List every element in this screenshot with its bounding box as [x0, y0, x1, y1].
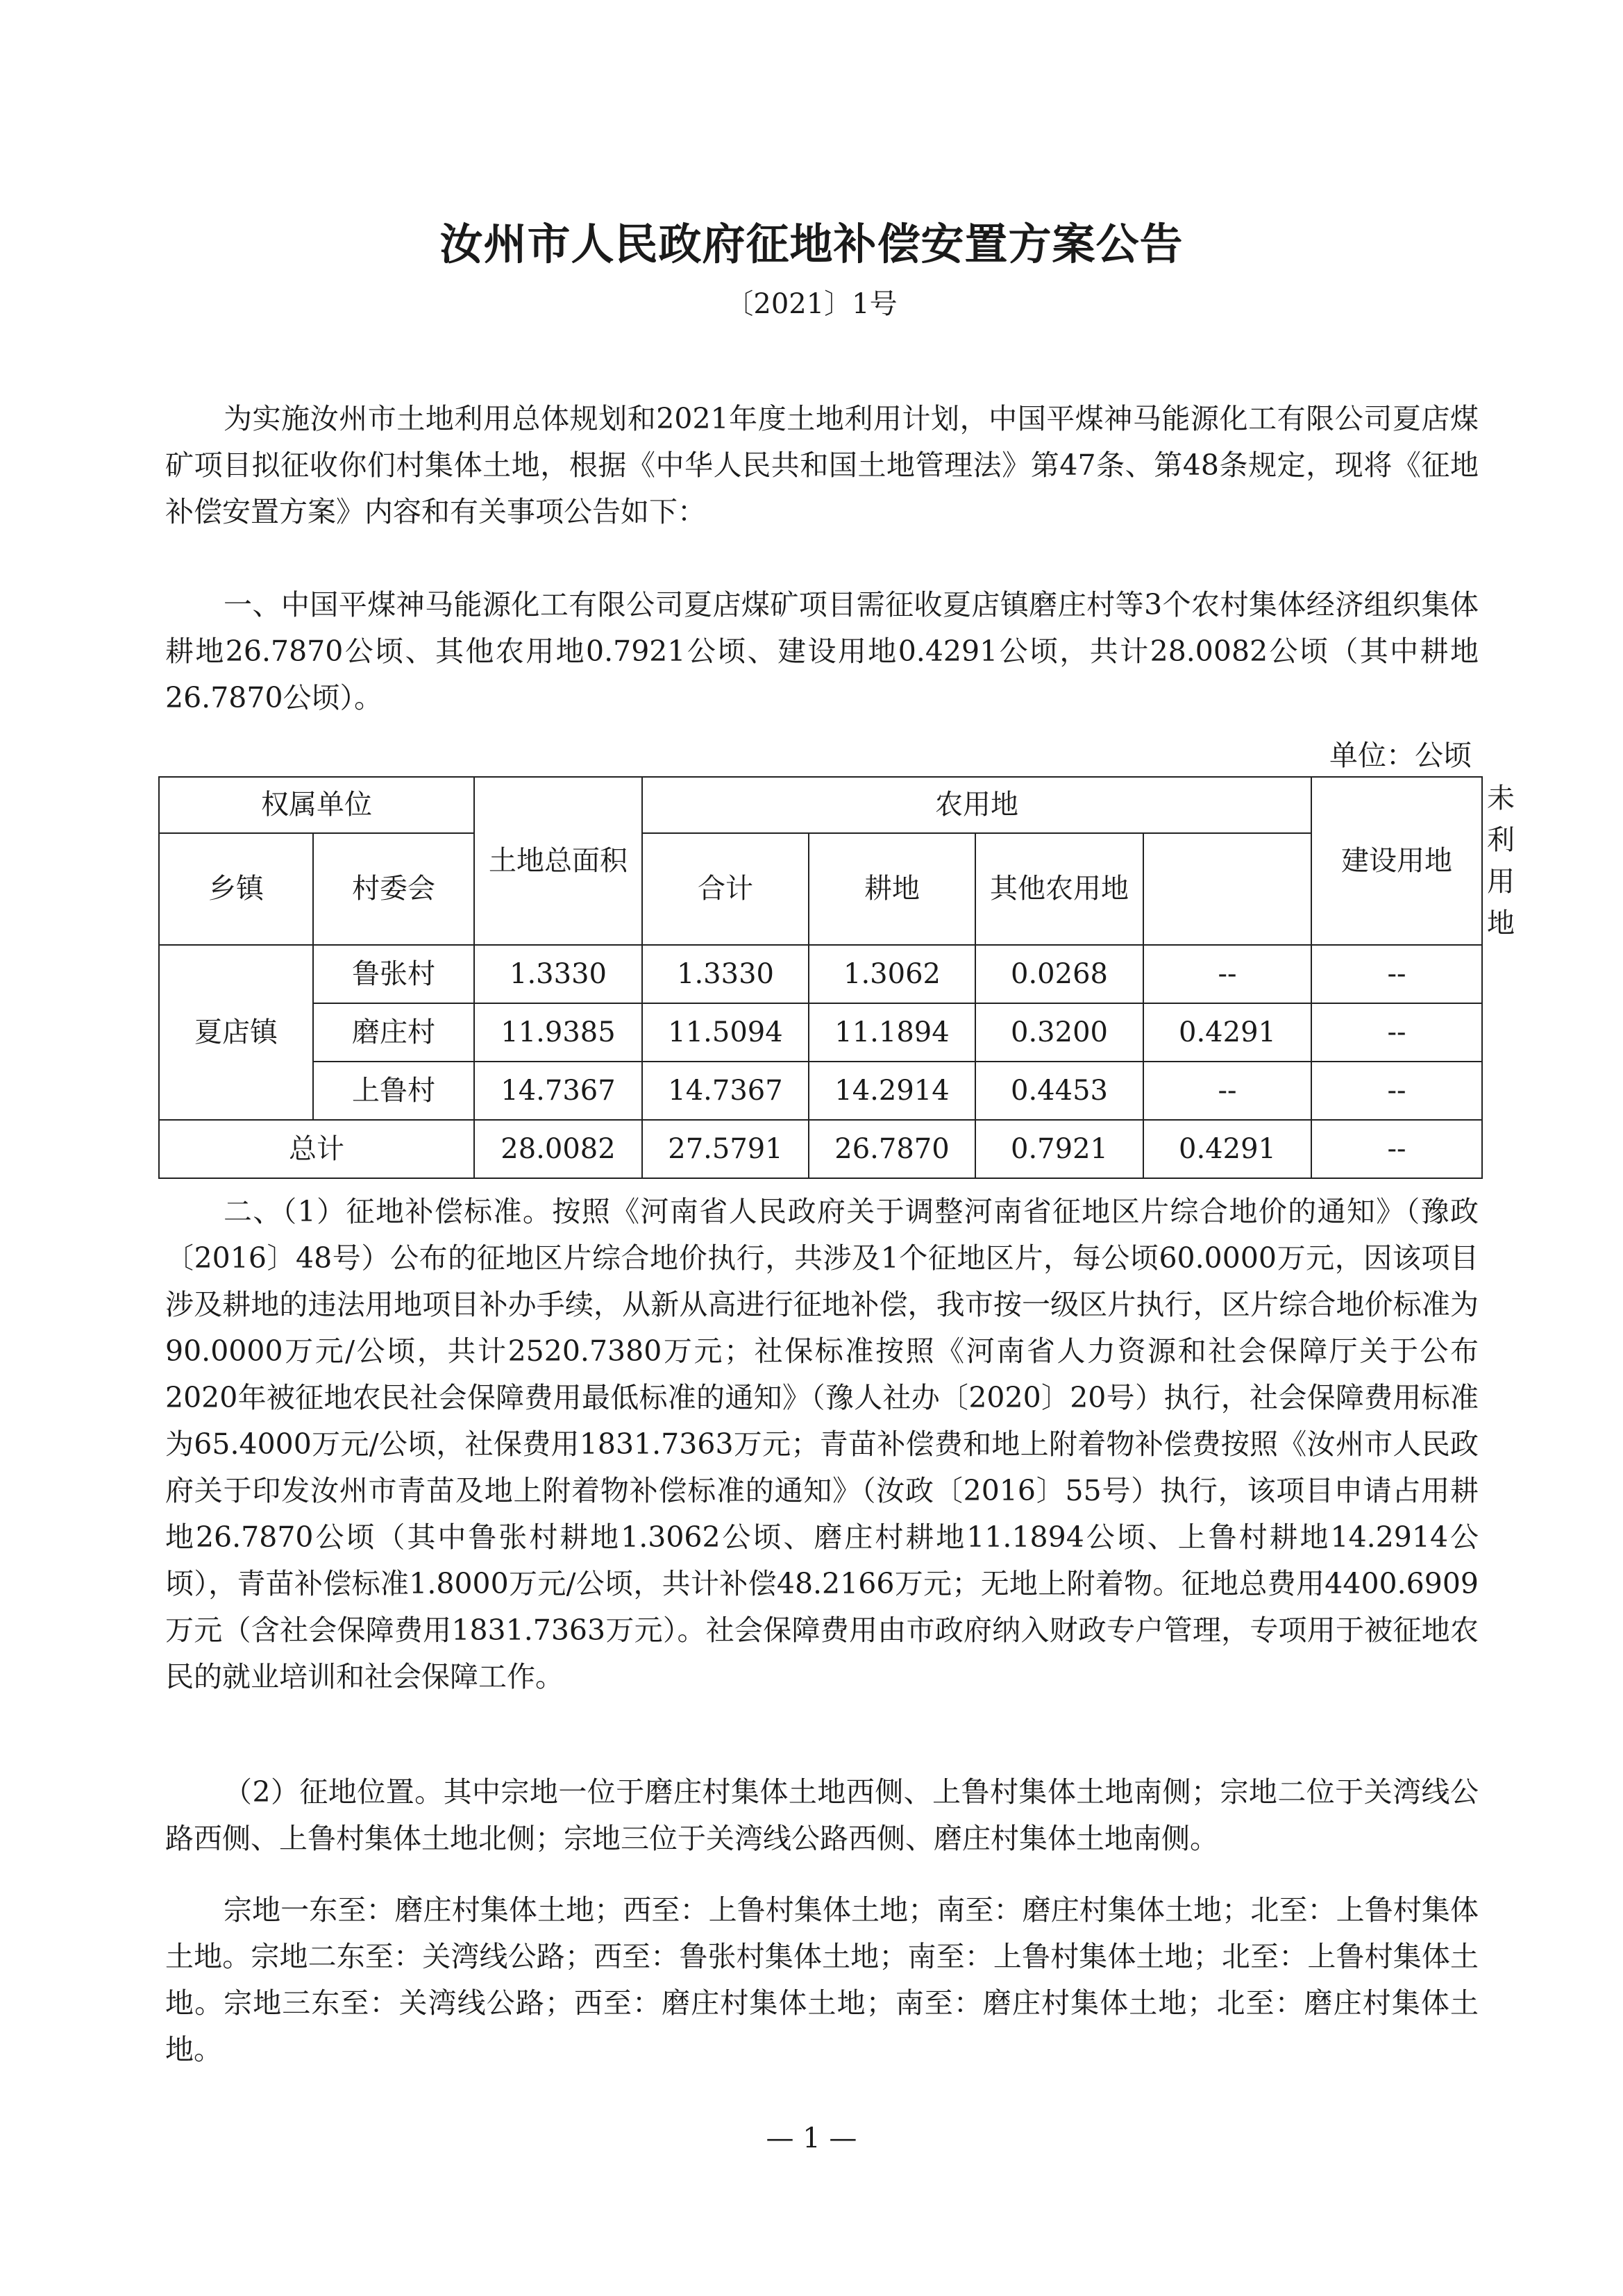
unit-label: 单位：公顷 [1329, 739, 1472, 772]
construction-cell: -- [1143, 945, 1311, 1003]
unused-cell: -- [1311, 945, 1482, 1003]
document-number: 〔2021〕1号 [725, 288, 898, 320]
village-cell: 鲁张村 [313, 945, 474, 1003]
table-row [159, 1062, 1482, 1120]
unused-cell: -- [1311, 1062, 1482, 1120]
subtotal-cell: 1.3330 [642, 945, 809, 1003]
table-total-row [159, 1120, 1482, 1178]
subtotal-cell: 11.5094 [642, 1003, 809, 1062]
cultivated-cell: 1.3062 [809, 945, 975, 1003]
header-other-agricultural: 其他农用地 [975, 833, 1143, 945]
cultivated-cell: 11.1894 [809, 1003, 975, 1062]
boundaries-paragraph: 宗地一东至：磨庄村集体土地；西至：上鲁村集体土地；南至：磨庄村集体土地；北至：上鲁村集体土地。宗地二东至：关湾线公路；西至：鲁张村集体土地；南至：上鲁村集体土地；北至：上鲁村集体土地。宗地三东至：关湾线公路；西至：磨庄村集体土地；南至：磨庄村集体土地；北至：磨庄村集体土地。 [165, 1893, 1479, 2066]
total-label-cell: 总计 [159, 1120, 474, 1178]
other-agricultural-cell: 0.0268 [975, 945, 1143, 1003]
table-header-row-1: 权属单位 土地总面积 农用地 建设用地 未利用地 [159, 777, 1482, 833]
subtotal-cell: 27.5791 [642, 1120, 809, 1178]
header-total-area: 土地总面积 [474, 777, 642, 945]
total-area-cell: 28.0082 [474, 1120, 642, 1178]
unused-cell: -- [1311, 1120, 1482, 1178]
header-cultivated: 耕地 [809, 833, 975, 945]
section-1-paragraph: 一、中国平煤神马能源化工有限公司夏店煤矿项目需征收夏店镇磨庄村等3个农村集体经济组织集体耕地26.7870公顷、其他农用地0.7921公顷、建设用地0.4291公顷，共计28.0082公顷（其中耕地26.7870公顷）。 [165, 588, 1479, 714]
header-town: 乡镇 [159, 833, 313, 945]
total-area-cell: 1.3330 [474, 945, 642, 1003]
table-row [159, 945, 1482, 1003]
header-subtotal: 合计 [642, 833, 809, 945]
land-area-table [158, 776, 1515, 1179]
other-agricultural-cell: 0.4453 [975, 1062, 1143, 1120]
total-area-cell: 11.9385 [474, 1003, 642, 1062]
table-row [159, 1003, 1482, 1062]
construction-cell: 0.4291 [1143, 1003, 1311, 1062]
unused-cell: -- [1311, 1003, 1482, 1062]
construction-cell: -- [1143, 1062, 1311, 1120]
construction-cell: 0.4291 [1143, 1120, 1311, 1178]
cultivated-cell: 14.2914 [809, 1062, 975, 1120]
subtotal-cell: 14.7367 [642, 1062, 809, 1120]
total-area-cell: 14.7367 [474, 1062, 642, 1120]
page-title: 汝州市人民政府征地补偿安置方案公告 [439, 219, 1184, 269]
header-village: 村委会 [313, 833, 474, 945]
section-2-2-paragraph: （2）征地位置。其中宗地一位于磨庄村集体土地西侧、上鲁村集体土地南侧；宗地二位于关湾线公路西侧、上鲁村集体土地北侧；宗地三位于关湾线公路西侧、磨庄村集体土地南侧。 [165, 1775, 1479, 1855]
header-owner: 权属单位 [159, 777, 474, 833]
other-agricultural-cell: 0.3200 [975, 1003, 1143, 1062]
cultivated-cell: 26.7870 [809, 1120, 975, 1178]
table-header-row-2 [159, 833, 1482, 945]
page-number: — 1 — [766, 2122, 857, 2154]
section-2-1-paragraph: 二、（1）征地补偿标准。按照《河南省人民政府关于调整河南省征地区片综合地价的通知》（豫政〔2016〕48号）公布的征地区片综合地价执行，共涉及1个征地区片，每公顷60.0000万元，因该项目涉及耕地的违法用地项目补办手续，从新从高进行征地补偿，我市按一级区片执行，区片综合地价标准为90.0000万元/公顷，共计2520.7380万元；社保标准按照《河南省人力资源和社会保障厅关于公布2020年被征地农民社会保障费用最低标准的通知》（豫人社办〔2020〕20号）执行，社会保障费用标准为65.4000万元/公顷，社保费用1831.7363万元；青苗补偿费和地上附着物补偿费按照《汝州市人民政府关于印发汝州市青苗及地上附着物补偿标准的通知》（汝政〔2016〕55号）执行，该项目申请占用耕地26.7870公顷（其中鲁张村耕地1.3062公顷、磨庄村耕地11.1894公顷、上鲁村耕地14.2914公顷），青苗补偿标准1.8000万元/公顷，共计补偿48.2166万元；无地上附着物。征地总费用4400.6909万元（含社会保障费用1831.7363万元）。社会保障费用由市政府纳入财政专户管理，专项用于被征地农民的就业培训和社会保障工作。 [165, 1195, 1479, 1693]
other-agricultural-cell: 0.7921 [975, 1120, 1143, 1178]
header-agricultural-land: 农用地 [642, 777, 1311, 833]
village-cell: 磨庄村 [313, 1003, 474, 1062]
header-construction-land: 建设用地 [1311, 777, 1482, 945]
town-cell: 夏店镇 [159, 945, 313, 1120]
village-cell: 上鲁村 [313, 1062, 474, 1120]
intro-paragraph: 为实施汝州市土地利用总体规划和2021年度土地利用计划，中国平煤神马能源化工有限公司夏店煤矿项目拟征收你们村集体土地，根据《中华人民共和国土地管理法》第47条、第48条规定，现将《征地补偿安置方案》内容和有关事项公告如下： [165, 402, 1479, 528]
